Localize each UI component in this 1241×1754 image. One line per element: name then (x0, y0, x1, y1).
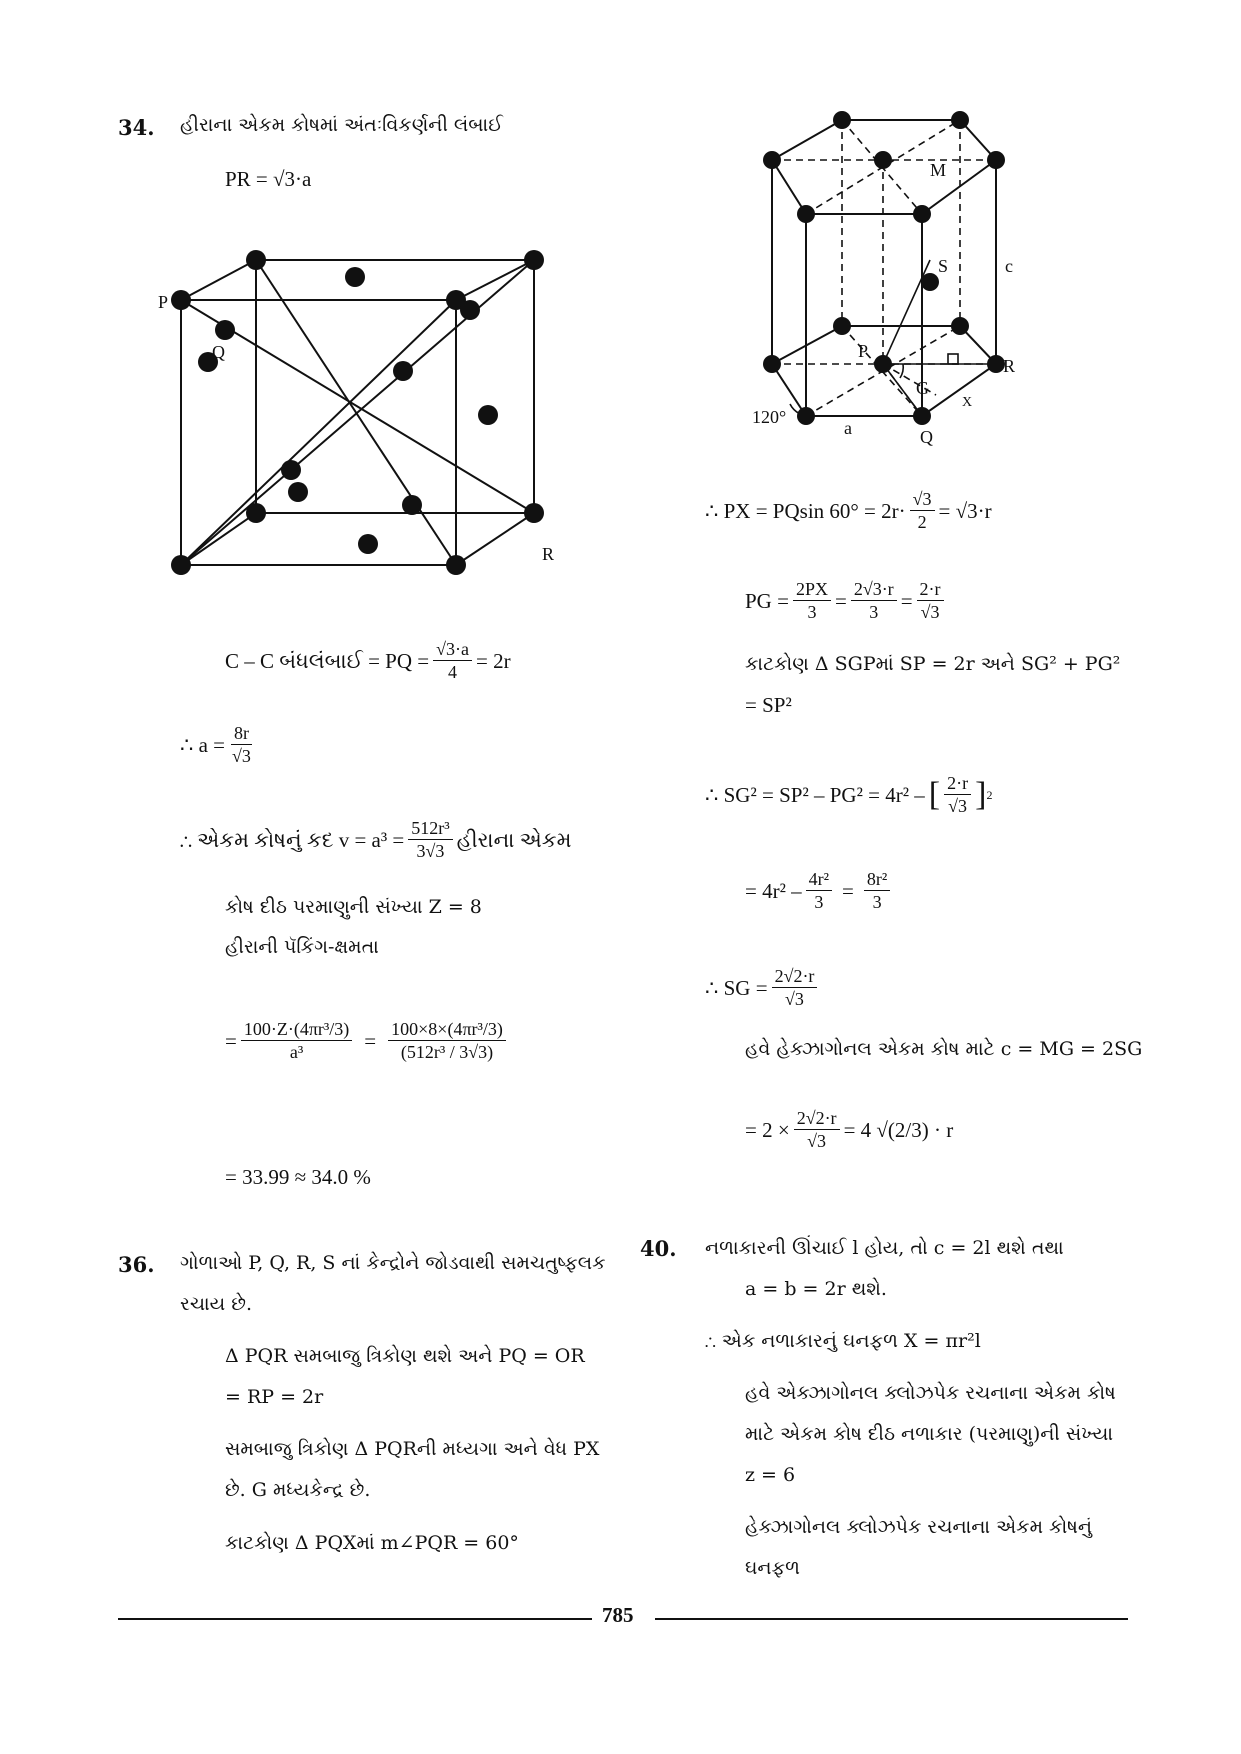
hex-label-s: S (938, 256, 949, 276)
cube-label-r: R (542, 544, 555, 564)
hex-label-g: G (916, 378, 929, 398)
sgp-line2: = SP² (745, 693, 792, 717)
question-number-36: 36. (118, 1252, 155, 1277)
q34-result: = 33.99 ≈ 34.0 % (225, 1165, 371, 1189)
volume-fraction: $\frac{\text{512r³}}{3√3}$ (408, 817, 452, 862)
hex-label-p: P (858, 341, 869, 361)
sgp-line1: કાટકોણ Δ SGPમાં SP = 2r અને SG² + PG² (745, 653, 1121, 675)
q36-line7: કાટકોણ Δ PQXમાં m∠PQR = 60° (225, 1532, 519, 1554)
px-line: ∴ PX = PQsin 60° = 2r· $\frac{√3}{2}$ = √3·r (705, 489, 992, 532)
q40-line3: ∴ એક નળાકારનું ઘનફળ X = πr²l (705, 1330, 981, 1352)
q40-line8: ઘનફળ (745, 1557, 800, 1579)
q34-atoms-line: કોષ દીઠ પરમાણુની સંખ્યા Z = 8 (225, 896, 482, 918)
q40-line4: હવે એક્ઝાગોનલ ક્લોઝપેક રચનાના એકમ કોષ (745, 1382, 1116, 1404)
sg-line: ∴ SG = $\frac{2√2\cdot r}{√3}$ (705, 965, 821, 1010)
q34-title: હીરાના એકમ કોષમાં અંતઃવિકર્ણની લંબાઈ (180, 114, 503, 136)
cube-label-p: P (158, 292, 169, 312)
four-r-fraction-1: $\frac{\text{4r²}}{3}$ (806, 868, 832, 913)
hex-label-a: a (844, 418, 852, 438)
packing-fraction-2: $\frac{\text{100×8×(4πr³/3)}}{\text{(512r³ / 3√3)}}$ (388, 1018, 506, 1063)
hex-label-angle: 120° (752, 407, 787, 427)
q34-packing-title: હીરાની પૅકિંગ-ક્ષમતા (225, 936, 379, 958)
q40-line5: માટે એકમ કોષ દીઠ નળાકાર (પરમાણુ)ની સંખ્યા (745, 1423, 1114, 1445)
page-number: 785 (602, 1603, 634, 1627)
hex-c-line: હવે હેક્ઝાગોનલ એકમ કોષ માટે c = MG = 2SG (745, 1038, 1143, 1060)
q40-line7: હેક્ઝાગોનલ ક્લોઝપેક રચનાના એકમ કોષનું (745, 1516, 1092, 1538)
q40-line6: z = 6 (745, 1464, 796, 1486)
footer-rule-right (655, 1618, 1128, 1620)
q34-a-line: ∴ a = $\frac{8r}{√3}$ (180, 722, 258, 767)
hex-label-q: Q (920, 427, 933, 447)
a-fraction: $\frac{8r}{√3}$ (232, 723, 251, 766)
pg-fraction-3: $\frac{2\cdot r}{√3}$ (917, 578, 944, 623)
bond-fraction: $\frac{√3\cdot a}{4}$ (433, 638, 472, 683)
hex-label-x: X (962, 395, 973, 410)
pg-fraction-1: $\frac{2PX}{3}$ (793, 578, 831, 623)
four-r-line: = 4r² – $\frac{\text{4r²}}{3}$ = $\frac{\text{8r²}}{3}$ (745, 868, 894, 913)
q34-volume-line: ∴ એકમ કોષનું કદ v = a³ = $\frac{\text{512r³}}{3√3}$ હીરાના એકમ (180, 818, 572, 861)
q36-line4: = RP = 2r (225, 1386, 324, 1408)
hex-label-c: c (1005, 256, 1013, 276)
sg2-fraction: $\frac{2\cdot r}{√3}$ (944, 772, 971, 817)
bond-rhs: = 2r (475, 648, 511, 673)
q36-line5: સમબાજુ ત્રિકોણ Δ PQRની મધ્યગા અને વેધ PX (225, 1438, 600, 1460)
c-fraction: $\frac{2√2\cdot r}{√3}$ (794, 1107, 840, 1152)
q36-line2: રચાય છે. (180, 1293, 253, 1315)
q36-line6: છે. G મધ્યકેન્દ્ર છે. (225, 1479, 371, 1501)
pg-fraction-2: $\frac{2√3\cdot r}{3}$ (851, 578, 897, 623)
q36-line3: Δ PQR સમબાજુ ત્રિકોણ થશે અને PQ = OR (225, 1345, 585, 1367)
q34-eq-pr: PR = √3·a (225, 167, 312, 191)
four-r-fraction-2: $\frac{\text{8r²}}{3}$ (864, 868, 890, 913)
sg-fraction: $\frac{2√2\cdot r}{√3}$ (772, 965, 818, 1010)
q34-packing-eq: = $\frac{\text{100·Z·(4πr³/3)}}{\text{a³}}$ = $\frac{\text{100×8×(4πr³/3)}}{\text{(512r³ / 3√3)}}$ (225, 1018, 510, 1063)
q40-line1: નળાકારની ઊંચાઈ l હોય, તો c = 2l થશે તથા (705, 1237, 1064, 1259)
px-fraction: $\frac{√3}{2}$ (910, 488, 935, 533)
pg-line: PG = $\frac{2PX}{3}$ = $\frac{2√3\cdot r}{3}$ = $\frac{2\cdot r}{√3}$ (745, 578, 948, 623)
cube-label-q: Q (212, 342, 225, 362)
question-number-40: 40. (640, 1236, 677, 1261)
bond-label: C – C બંધલંબાઈ = PQ = (225, 648, 430, 673)
q34-bond-line (225, 638, 511, 683)
question-number-34: 34. (118, 115, 155, 140)
q40-line2: a = b = 2r થશે. (745, 1278, 887, 1300)
hex-label-m: M (930, 160, 947, 180)
footer-rule-left (118, 1618, 592, 1620)
sg2-line: ∴ SG² = SP² – PG² = 4r² – [ $\frac{2\cdot r}{√3}$ ] 2 (705, 773, 993, 816)
diamond-unit-cell-diagram (150, 250, 570, 580)
hexagonal-unit-cell-diagram (752, 110, 1120, 450)
packing-fraction-1: $\frac{\text{100·Z·(4πr³/3)}}{\text{a³}}$ (241, 1018, 352, 1063)
q36-line1: ગોળાઓ P, Q, R, S નાં કેન્દ્રોને જોડવાથી સમચતુષ્ફલક (180, 1252, 606, 1274)
c-value-line: = 2 × $\frac{2√2\cdot r}{√3}$ = 4 √(2/3) · r (745, 1108, 954, 1151)
hex-label-r: R (1003, 356, 1016, 376)
